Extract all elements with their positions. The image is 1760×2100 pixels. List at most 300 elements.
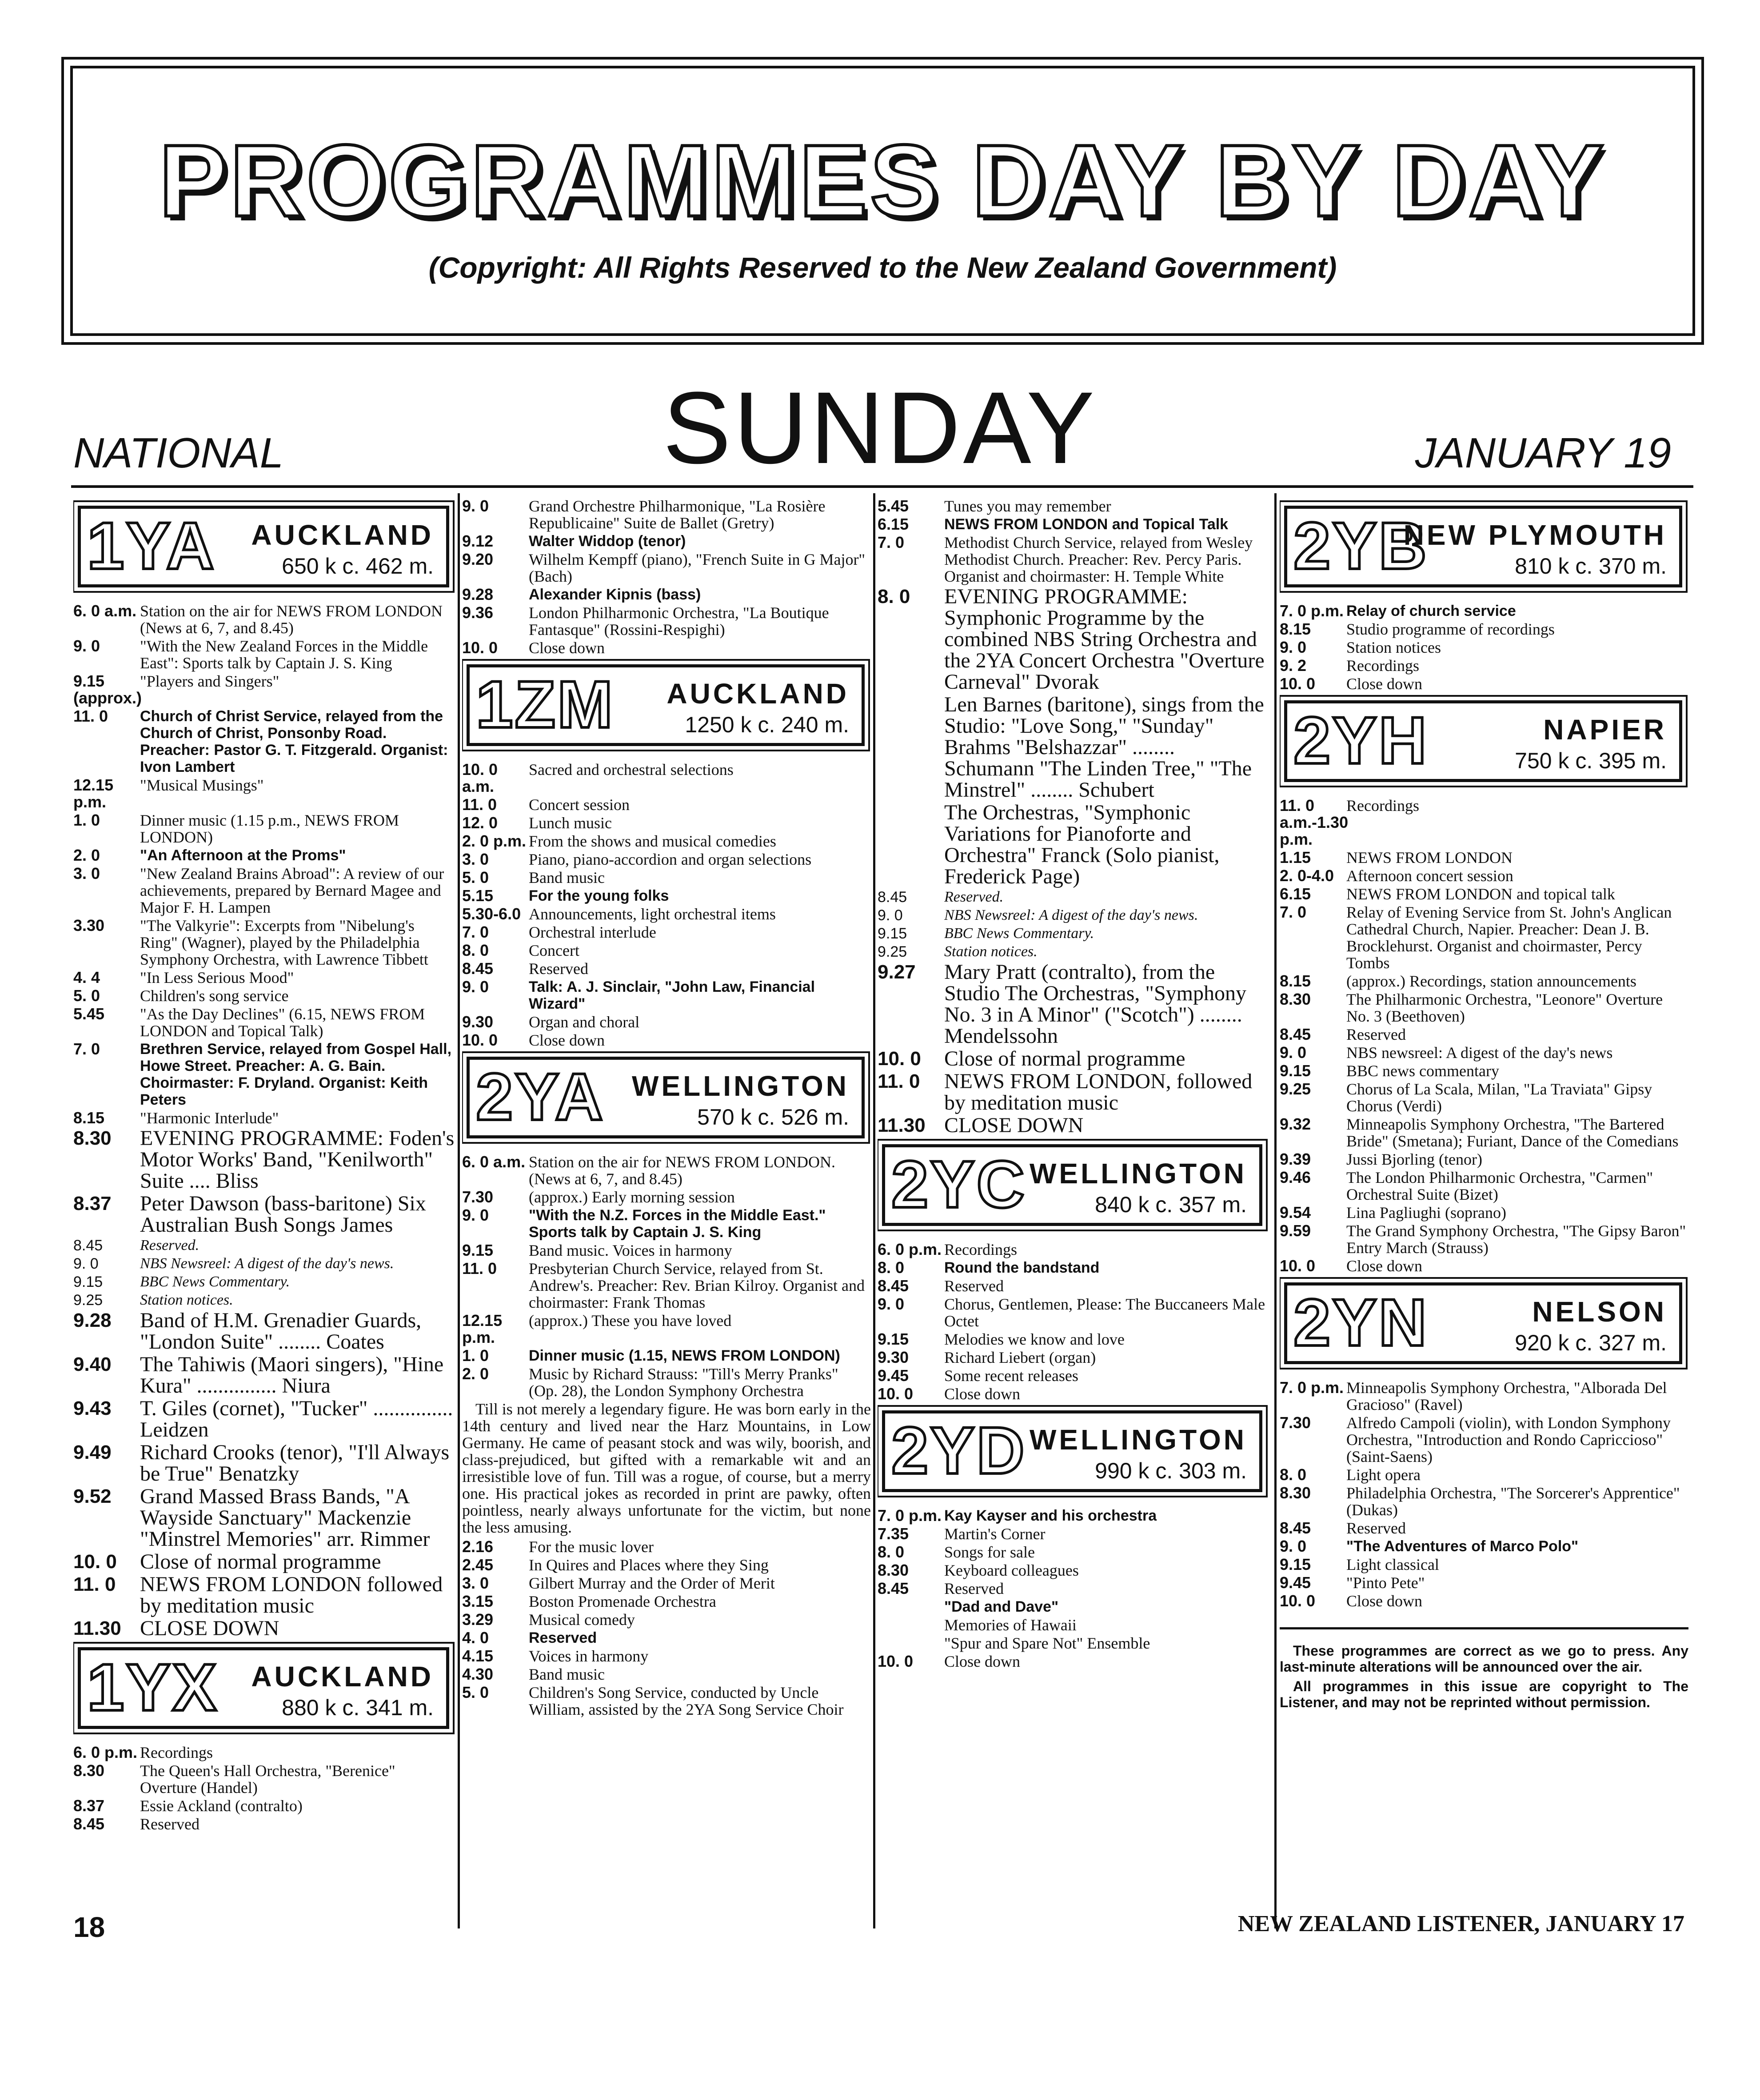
programme-time: 9. 0 — [1280, 1043, 1307, 1062]
programme-entry — [462, 586, 871, 603]
programme-description: "With the N.Z. Forces in the Middle East." Sports talk by Captain J. S. King — [529, 1207, 826, 1241]
programme-time: 7.30 — [1280, 1413, 1311, 1432]
programme-time: 9.54 — [1280, 1203, 1311, 1222]
programme-description: Close of normal programme — [140, 1550, 381, 1573]
programme-description: Sacred and orchestral selections — [529, 761, 734, 779]
programme-time: 11. 0 — [73, 1573, 116, 1595]
programme-description: Some recent releases — [944, 1367, 1078, 1385]
programme-time: 9. 0 — [878, 907, 903, 924]
programme-entry — [1280, 1026, 1688, 1043]
programme-time: 6. 0 a.m. — [462, 1153, 526, 1171]
programme-time: 8.30 — [1280, 1484, 1311, 1502]
programme-description: NEWS FROM LONDON and Topical Talk — [944, 516, 1229, 533]
programme-entry — [462, 639, 871, 656]
programme-time: 8.37 — [73, 1797, 105, 1815]
programme-description: Close down — [1346, 675, 1422, 693]
programme-entry — [878, 1115, 1269, 1136]
programme-description: Light opera — [1346, 1466, 1421, 1484]
programme-time: 11. 0 — [462, 795, 497, 814]
programme-entry — [462, 1666, 871, 1683]
programme-time: 5. 0 — [462, 868, 489, 886]
programme-time: 5.45 — [878, 498, 909, 515]
programme-time: 9.15 — [878, 925, 907, 942]
programme-note-paragraph: Till is not merely a legendary figure. He was born early in the 14th century and lived near the Harz Mountains, in Low Germany. He came of peasant stock and was wily, boorish, and class-prejudiced, but gifted with a remarkable wit and an irresistible love of fun. Till was a rogue, of course, but a merry one. His practical jokes as recorded in print are pawky, often pointless, nearly always unfortunate for the victim, but none the less amusing. — [462, 1400, 871, 1536]
programme-entry — [73, 1255, 455, 1272]
programme-entry — [1280, 1593, 1688, 1609]
programme-time: 8.45 — [1280, 1025, 1311, 1043]
programme-entry — [73, 1110, 455, 1126]
programme-description: London Philharmonic Orchestra, "La Boutique Fantasque" (Rossini-Respighi) — [529, 604, 829, 639]
station-callsign: 2YC — [891, 1147, 1026, 1222]
programme-time: 8.37 — [73, 1193, 112, 1214]
column-divider — [873, 493, 875, 1928]
programme-entry — [462, 906, 871, 922]
programme-time: 9.40 — [73, 1353, 112, 1375]
programme-description: Kay Kayser and his orchestra — [944, 1507, 1157, 1524]
programme-entry — [462, 978, 871, 1012]
programme-time: 11. 0 a.m.-1.30 p.m. — [1280, 796, 1349, 848]
programme-time: 9. 0 — [1280, 638, 1307, 656]
programme-description: Afternoon concert session — [1346, 867, 1513, 885]
programme-entry — [462, 604, 871, 638]
programme-time: 3. 0 — [73, 864, 100, 882]
programme-entry — [462, 1154, 871, 1187]
publisher-notice — [1280, 1627, 1688, 1710]
programme-time: 9.15 — [878, 1330, 909, 1348]
programme-time: 1. 0 — [462, 1346, 489, 1365]
publication-footer: NEW ZEALAND LISTENER, JANUARY 17 — [1237, 1911, 1684, 1936]
station-header — [882, 1144, 1262, 1226]
programme-time: 2.16 — [462, 1537, 494, 1556]
station-city: AUCKLAND — [666, 678, 849, 710]
programme-time: 8.45 — [462, 959, 494, 978]
programme-time: 12. 0 — [462, 814, 498, 832]
programme-entry — [462, 887, 871, 904]
programme-time: 3.30 — [73, 916, 105, 934]
programme-entry — [878, 802, 1269, 887]
programme-entry — [1280, 1151, 1688, 1168]
programme-entry — [878, 1562, 1269, 1579]
programme-time: 9.43 — [73, 1397, 112, 1419]
programme-description: Richard Crooks (tenor), "I'll Always be True" Benatzky — [140, 1441, 450, 1485]
programme-description: Church of Christ Service, relayed from the Church of Christ, Ponsonby Road. Preacher: Pastor G. T. Fitzgerald. Organist: Ivon Lambert — [140, 708, 448, 775]
station-callsign: 1YX — [87, 1650, 219, 1725]
programme-description: Piano, piano-accordion and organ selections — [529, 850, 812, 868]
programme-time: 5.45 — [73, 1005, 105, 1023]
programme-entry — [1280, 904, 1688, 971]
programme-description: "Dad and Dave" — [944, 1598, 1059, 1615]
programme-time: 8. 0 — [462, 941, 489, 959]
programme-description: (approx.) Recordings, station announcements — [1346, 972, 1636, 990]
programme-entry — [73, 603, 455, 636]
programme-entry — [73, 1486, 455, 1550]
programme-description: Reserved. — [944, 889, 1004, 905]
programme-time: 8.45 — [73, 1815, 105, 1833]
programme-description: "The Valkyrie": Excerpts from "Nibelung's Ring" (Wagner), played by the Philadelphia Symphony Orchestra, with Lawrence Tibbett — [140, 917, 428, 968]
programme-entry — [462, 1365, 871, 1399]
programme-entry — [878, 694, 1269, 801]
programme-time: 9. 0 — [462, 498, 489, 515]
programme-description: Children's song service — [140, 987, 289, 1005]
programme-time: 9.15 — [73, 1274, 103, 1290]
programme-description: Band of H.M. Grenadier Guards, "London Suite" ........ Coates — [140, 1309, 422, 1353]
programme-description: Voices in harmony — [529, 1647, 649, 1665]
station-frequency: 810 k c. 370 m. — [1515, 554, 1667, 579]
programme-entry — [878, 1259, 1269, 1276]
programme-entry — [878, 1653, 1269, 1670]
programme-description: Station on the air for NEWS FROM LONDON (News at 6, 7, and 8.45) — [140, 602, 443, 637]
column-4 — [1280, 498, 1688, 1920]
programme-entry — [878, 1278, 1269, 1294]
programme-description: Orchestral interlude — [529, 923, 656, 941]
programme-description: "Players and Singers" — [140, 672, 279, 690]
programme-entry — [73, 638, 455, 671]
programme-description: BBC News Commentary. — [944, 925, 1094, 942]
programme-entry — [1280, 621, 1688, 638]
programme-time: 7.35 — [878, 1525, 909, 1543]
programme-time: 9.15 (approx.) — [73, 672, 142, 707]
programme-time: 4. 4 — [73, 968, 100, 986]
programme-description: Len Barnes (baritone), sings from the Studio: "Love Song," "Sunday" Brahms "Belshazzar" ........ Schumann "The Linden Tree," "The Minstrel" ........ Schubert — [944, 693, 1264, 802]
programme-description: Jussi Bjorling (tenor) — [1346, 1150, 1482, 1168]
page-title: PROGRAMMES DAY BY DAY — [159, 124, 1607, 238]
station-callsign: 2YB — [1293, 508, 1429, 583]
station-city: AUCKLAND — [251, 519, 434, 551]
programme-time: 11. 0 — [878, 1070, 920, 1092]
top-divider — [71, 485, 1693, 488]
programme-time: 8. 0 — [878, 586, 910, 607]
programme-entry — [878, 889, 1269, 906]
programme-time: 7. 0 — [462, 923, 489, 941]
station-callsign: 2YN — [1293, 1285, 1429, 1360]
programme-time: 7.30 — [462, 1188, 494, 1206]
programme-time: 3. 0 — [462, 1574, 489, 1592]
programme-entry — [73, 1128, 455, 1192]
programme-entry — [462, 1611, 871, 1628]
programme-description: "Spur and Spare Not" Ensemble — [944, 1634, 1150, 1652]
programme-time: 9. 2 — [1280, 656, 1307, 675]
programme-time: 9.45 — [878, 1366, 909, 1385]
programme-time: 4.15 — [462, 1647, 494, 1665]
programme-time: 8.45 — [878, 889, 907, 906]
programme-time: 9. 0 — [878, 1295, 905, 1313]
programme-time — [878, 1617, 944, 1633]
programme-description: Round the bandstand — [944, 1259, 1100, 1276]
station-header — [1284, 1282, 1682, 1364]
programme-time — [878, 1635, 944, 1652]
programme-description: T. Giles (cornet), "Tucker" ............... Leidzen — [140, 1397, 453, 1441]
programme-time: 7. 0 p.m. — [1280, 602, 1344, 620]
copyright-notice: (Copyright: All Rights Reserved to the New Zealand Government) — [428, 251, 1337, 284]
programme-description: Band music — [529, 1665, 605, 1683]
programme-entry — [1280, 849, 1688, 866]
programme-description: Reserved — [1346, 1519, 1406, 1537]
programme-entry — [73, 1816, 455, 1833]
programme-time: 9.15 — [1280, 1555, 1311, 1573]
programme-description: Close of normal programme — [944, 1047, 1185, 1070]
station-callsign: 2YD — [891, 1413, 1026, 1488]
programme-time: 8.45 — [73, 1237, 103, 1254]
programme-entry — [462, 814, 871, 831]
programme-entry — [878, 1635, 1269, 1652]
programme-description: Band music. Voices in harmony — [529, 1242, 732, 1259]
programme-description: The Philharmonic Orchestra, "Leonore" Overture No. 3 (Beethoven) — [1346, 990, 1663, 1025]
programme-description: The Grand Symphony Orchestra, "The Gipsy Baron" Entry March (Strauss) — [1346, 1222, 1686, 1257]
programme-time: 7. 0 — [73, 1040, 100, 1058]
programme-description: "Musical Musings" — [140, 776, 264, 794]
programme-entry — [462, 1312, 871, 1346]
programme-description: Alexander Kipnis (bass) — [529, 586, 701, 603]
programme-time — [878, 1598, 944, 1615]
station-city: WELLINGTON — [1030, 1424, 1247, 1456]
programme-entry — [1280, 603, 1688, 619]
programme-entry — [73, 1762, 455, 1796]
programme-description: BBC News Commentary. — [140, 1274, 290, 1290]
programme-description: Station notices. — [140, 1292, 233, 1308]
programme-time: 10. 0 — [878, 1385, 914, 1403]
programme-entry — [462, 1648, 871, 1665]
programme-entry — [73, 1310, 455, 1353]
programme-description: NEWS FROM LONDON — [1346, 849, 1513, 866]
programme-time: 10. 0 — [73, 1551, 117, 1573]
programme-entry — [1280, 639, 1688, 656]
programme-entry — [462, 551, 871, 585]
programme-description: For the music lover — [529, 1538, 654, 1556]
programme-description: NBS newsreel: A digest of the day's news — [1346, 1044, 1613, 1062]
programme-entry — [73, 1618, 455, 1639]
programme-description: Close down — [1346, 1257, 1422, 1275]
programme-time: 10. 0 — [1280, 1592, 1316, 1610]
programme-time: 10. 0 — [462, 639, 498, 657]
programme-entry — [462, 1032, 871, 1049]
programme-time: 4.30 — [462, 1665, 494, 1683]
programme-description: Mary Pratt (contralto), from the Studio The Orchestras, "Symphony No. 3 in A Minor" ("Scotch") ........ Mendelssohn — [944, 960, 1246, 1048]
programme-time: 8. 0 — [878, 1543, 905, 1561]
programme-description: For the young folks — [529, 887, 669, 904]
programme-time: 7. 0 — [878, 533, 905, 551]
programme-description: Minneapolis Symphony Orchestra, "Alborada Del Gracioso" (Ravel) — [1346, 1379, 1667, 1413]
programme-description: Keyboard colleagues — [944, 1561, 1079, 1579]
programme-entry — [462, 1557, 871, 1573]
programme-time: 9.28 — [462, 585, 494, 603]
programme-description: (approx.) These you have loved — [529, 1312, 732, 1329]
programme-entry — [73, 969, 455, 986]
programme-time: 11.30 — [73, 1617, 121, 1639]
programme-description: Chorus of La Scala, Milan, "La Traviata" Gipsy Chorus (Verdi) — [1346, 1080, 1652, 1115]
programme-entry — [1280, 1222, 1688, 1256]
programme-entry — [73, 1354, 455, 1397]
programme-time: 9.49 — [73, 1441, 112, 1463]
programme-entry — [1280, 1574, 1688, 1591]
station-frequency: 990 k c. 303 m. — [1095, 1458, 1247, 1483]
programme-entry — [878, 1507, 1269, 1524]
programme-description: The Queen's Hall Orchestra, "Berenice" Overture (Handel) — [140, 1762, 395, 1797]
programme-entry — [73, 1797, 455, 1814]
programme-description: NEWS FROM LONDON, followed by meditation music — [944, 1070, 1253, 1114]
programme-time: 6.15 — [878, 515, 909, 533]
programme-description: Peter Dawson (bass-baritone) Six Australian Bush Songs James — [140, 1192, 426, 1237]
programme-time: 6. 0 p.m. — [878, 1240, 942, 1258]
programme-description: Lunch music — [529, 814, 612, 832]
programme-entry — [878, 1367, 1269, 1384]
programme-time: 2. 0 p.m. — [462, 832, 527, 850]
station-city: NAPIER — [1543, 714, 1667, 746]
programme-entry — [1280, 1062, 1688, 1079]
programme-time: 9.59 — [1280, 1222, 1311, 1240]
programme-entry — [462, 869, 871, 886]
programme-description: Reserved — [140, 1815, 200, 1833]
column-1 — [73, 498, 455, 1920]
programme-time: 9. 0 — [462, 978, 489, 996]
programme-description: Music by Richard Strauss: "Till's Merry Pranks" (Op. 28), the London Symphony Orchestra — [529, 1365, 838, 1400]
programme-time: 8.15 — [1280, 972, 1311, 990]
programme-time: 8.45 — [878, 1277, 909, 1295]
programme-time: 10. 0 — [1280, 1257, 1316, 1275]
programme-time: 9.32 — [1280, 1115, 1311, 1133]
programme-time: 9.45 — [1280, 1573, 1311, 1592]
programme-description: Station notices. — [944, 943, 1038, 960]
programme-description: From the shows and musical comedies — [529, 832, 776, 850]
programme-description: EVENING PROGRAMME: Symphonic Programme by the combined NBS String Orchestra and the 2YA Concert Orchestra "Overture Carneval" Dvorak — [944, 585, 1265, 694]
programme-description: "Harmonic Interlude" — [140, 1109, 279, 1127]
programme-entry — [462, 1593, 871, 1610]
station-header — [467, 1057, 865, 1138]
programme-entry — [1280, 657, 1688, 674]
programme-entry — [73, 1006, 455, 1039]
programme-entry — [878, 534, 1269, 585]
programme-entry — [878, 1241, 1269, 1258]
programme-description: Relay of church service — [1346, 603, 1516, 619]
programme-description: Close down — [529, 639, 605, 657]
programme-entry — [878, 1385, 1269, 1402]
programme-description: Methodist Church Service, relayed from Wesley Methodist Church. Preacher: Rev. Percy Paris. Organist and choirmaster: H. Temple White — [944, 534, 1253, 585]
programme-description: "Pinto Pete" — [1346, 1574, 1425, 1592]
programme-time: 5. 0 — [462, 1683, 489, 1701]
station-header — [882, 1410, 1262, 1492]
programme-time: 6.15 — [1280, 885, 1311, 903]
station-header — [1284, 506, 1682, 587]
programme-time: 8.45 — [878, 1579, 909, 1597]
programme-description: BBC news commentary — [1346, 1062, 1499, 1080]
programme-time: 9.28 — [73, 1310, 112, 1331]
programme-entry — [73, 1193, 455, 1236]
programme-entry — [73, 847, 455, 864]
programme-time: 7. 0 — [1280, 903, 1307, 921]
programme-time: 5.30-6.0 — [462, 905, 521, 923]
station-frequency: 570 k c. 526 m. — [697, 1105, 849, 1130]
programme-entry — [73, 812, 455, 846]
programme-entry — [878, 1617, 1269, 1633]
programme-time: 9. 0 — [73, 1255, 99, 1272]
day-heading: SUNDAY — [662, 371, 1098, 485]
station-header — [1284, 700, 1682, 782]
programme-description: Gilbert Murray and the Order of Merit — [529, 1574, 775, 1592]
programme-entry — [462, 1189, 871, 1206]
programme-description: Walter Widdop (tenor) — [529, 533, 686, 550]
programme-description: Tunes you may remember — [944, 498, 1111, 515]
programme-time — [878, 694, 944, 801]
programme-entry — [1280, 1414, 1688, 1465]
station-frequency: 650 k c. 462 m. — [282, 554, 434, 579]
programme-time: 8.15 — [1280, 620, 1311, 638]
programme-description: NBS Newsreel: A digest of the day's news. — [140, 1255, 394, 1272]
programme-entry — [462, 498, 871, 531]
programme-description: Reserved — [944, 1277, 1004, 1295]
programme-description: Band music — [529, 869, 605, 886]
programme-entry — [462, 1347, 871, 1364]
programme-entry — [73, 1398, 455, 1441]
programme-time: 9. 0 — [462, 1206, 489, 1224]
programme-description: Announcements, light orchestral items — [529, 905, 776, 923]
programme-entry — [73, 708, 455, 775]
programme-entry — [1280, 675, 1688, 692]
programme-entry — [462, 1014, 871, 1030]
programme-entry — [73, 1442, 455, 1485]
programme-description: Reserved — [1346, 1026, 1406, 1043]
programme-time: 12.15 p.m. — [73, 776, 114, 811]
programme-entry — [1280, 1485, 1688, 1518]
station-header — [467, 664, 865, 746]
station-header — [78, 1647, 449, 1729]
programme-description: Melodies we know and love — [944, 1330, 1125, 1348]
programme-entry — [462, 833, 871, 850]
station-frequency: 840 k c. 357 m. — [1095, 1192, 1247, 1217]
programme-time: 2. 0 — [462, 1365, 489, 1383]
programme-entry — [462, 942, 871, 959]
programme-entry — [1280, 1116, 1688, 1150]
programme-description: Concert — [529, 942, 579, 959]
programme-entry — [462, 1538, 871, 1555]
programme-entry — [1280, 1044, 1688, 1061]
programme-description: Relay of Evening Service from St. John's Anglican Cathedral Church, Napier. Preacher: Dean J. B. Brocklehurst. Organist and choirmaster, Percy Tombs — [1346, 903, 1672, 972]
programme-time: 3.29 — [462, 1610, 494, 1629]
programme-entry — [1280, 867, 1688, 884]
programme-description: Recordings — [944, 1241, 1017, 1258]
station-callsign: 2YH — [1293, 703, 1429, 778]
programme-time — [878, 802, 944, 887]
programme-time: 10. 0 — [1280, 675, 1316, 693]
programme-description: Songs for sale — [944, 1543, 1035, 1561]
programme-entry — [462, 960, 871, 977]
programme-entry — [462, 851, 871, 868]
programme-entry — [1280, 1379, 1688, 1413]
station-city: WELLINGTON — [1030, 1158, 1247, 1190]
programme-description: "As the Day Declines" (6.15, NEWS FROM LONDON and Topical Talk) — [140, 1005, 425, 1040]
programme-entry — [462, 1575, 871, 1592]
programme-time: 9.15 — [462, 1241, 494, 1259]
programme-description: Brethren Service, relayed from Gospel Hall, Howe Street. Preacher: A. G. Bain. Choirmaster: F. Dryland. Organist: Keith Peters — [140, 1041, 452, 1108]
programme-entry — [878, 516, 1269, 533]
programme-entry — [1280, 1258, 1688, 1274]
programme-time: 8.15 — [73, 1109, 105, 1127]
programme-description: NEWS FROM LONDON followed by meditation music — [140, 1573, 443, 1617]
station-callsign: 1ZM — [476, 667, 615, 742]
station-frequency: 1250 k c. 240 m. — [685, 712, 849, 737]
programme-time: 6. 0 p.m. — [73, 1743, 138, 1761]
date-label: JANUARY 19 — [1415, 429, 1671, 477]
column-3 — [878, 498, 1269, 1920]
programme-description: Reserved — [944, 1580, 1004, 1597]
programme-description: Concert session — [529, 796, 630, 814]
programme-time: 12.15 p.m. — [462, 1311, 503, 1346]
programme-entry — [73, 1292, 455, 1309]
programme-entry — [1280, 797, 1688, 848]
programme-entry — [73, 865, 455, 916]
programme-time: 9.25 — [878, 943, 907, 960]
programme-entry — [73, 917, 455, 968]
programme-entry — [73, 1041, 455, 1108]
programme-time: 7. 0 p.m. — [1280, 1378, 1344, 1397]
